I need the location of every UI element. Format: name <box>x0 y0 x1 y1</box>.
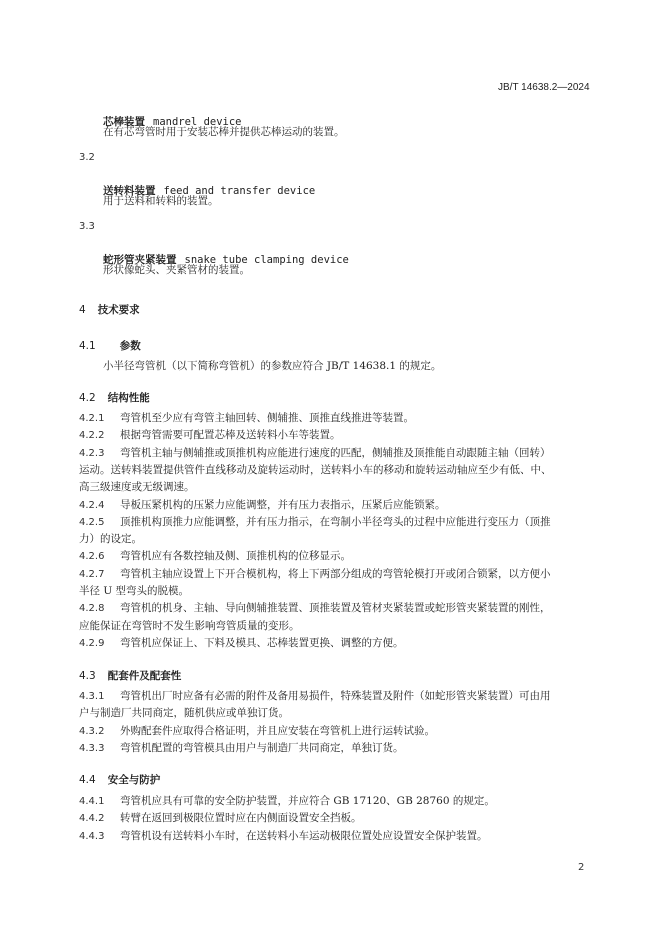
clause-text: 弯管机配置的弯管模具由用户与制造厂共同商定，单独订货。 <box>120 741 404 754</box>
clause-continuation-line <box>79 531 142 548</box>
term-zh: 芯棒装置 <box>103 116 145 128</box>
clause-text: 半径 U 型弯头的脱模。 <box>79 585 190 597</box>
term-definition: 用于送料和转料的装置。 <box>103 195 219 207</box>
clause-text: 力）的设定。 <box>79 533 142 546</box>
clause-number: 4.2.2 <box>79 430 105 442</box>
clause-text: 弯管机应有各数控轴及侧、顶推机构的位移显示。 <box>120 550 351 563</box>
clause-line <box>79 828 488 845</box>
clause-number: 4.2.5 <box>79 516 105 528</box>
section-4-heading <box>79 298 140 317</box>
term-number: 3.2 <box>79 152 95 163</box>
clause-continuation-line <box>79 479 195 496</box>
term-number: 3.3 <box>79 221 95 232</box>
clause-text: 应能保证在弯管时不发生影响弯管质量的变形。 <box>79 619 300 632</box>
section-title: 结构性能 <box>107 392 150 404</box>
clause-line <box>79 427 341 444</box>
clause-text: 顶推机构顶推力应能调整，并有压力指示，在弯制小半径弯头的过程中应能进行变压力（顶推 <box>120 515 551 528</box>
clause-line <box>79 723 435 740</box>
section-number: 4 <box>79 304 86 316</box>
section-title: 配套件及配套性 <box>107 670 182 682</box>
section-number: 4.2 <box>79 392 96 404</box>
clause-line <box>79 635 404 652</box>
clause-line <box>79 810 362 827</box>
clause-line <box>79 566 551 583</box>
term-definition: 在有芯弯管时用于安装芯棒并提供芯棒运动的装置。 <box>103 126 345 138</box>
clause-number: 4.2.7 <box>79 568 105 580</box>
clause-text: 弯管机主轴应设置上下开合模机构，将上下两部分组成的弯管轮模打开或闭合锁紧，以方便小 <box>120 567 551 580</box>
clause-continuation-line <box>79 705 289 722</box>
term-zh: 送转料装置 <box>103 185 156 197</box>
clause-number: 4.4.1 <box>79 796 105 807</box>
clause-number: 4.2.9 <box>79 637 105 649</box>
term-en: feed and transfer device <box>163 185 316 197</box>
clause-text: 弯管机应具有可靠的安全防护装置，并应符合 GB 17120、GB 28760 的规定。 <box>120 795 495 807</box>
clause-text: 弯管机主轴与侧辅推或顶推机构应能进行速度的匹配，侧辅推及顶推能自动跟随主轴（回转） <box>120 446 551 459</box>
section-title: 安全与防护 <box>107 774 161 786</box>
section-number: 4.1 <box>79 340 96 352</box>
clause-line <box>79 740 404 757</box>
term-zh: 蛇形管夹紧装置 <box>103 254 177 266</box>
clause-number: 4.3.3 <box>79 742 105 754</box>
clause-line <box>79 688 551 705</box>
page-number: 2 <box>578 862 585 873</box>
clause-number: 4.3.2 <box>79 725 105 737</box>
section-4-1-heading <box>79 334 141 353</box>
clause-number: 4.2.4 <box>79 499 105 511</box>
clause-line <box>79 793 495 810</box>
section-title: 技术要求 <box>97 304 140 316</box>
section-4-3-heading <box>79 664 181 683</box>
clause-text: 弯管机出厂时应备有必需的附件及备用易损件，特殊装置及附件（如蛇形管夹紧装置）可由用 <box>120 690 551 702</box>
clause-text: 高三级速度或无级调速。 <box>79 481 195 494</box>
clause-number: 4.2.1 <box>79 413 105 424</box>
clause-text: 根据弯管需要可配置芯棒及送转料小车等装置。 <box>120 429 341 442</box>
clause-text: 弯管机至少应有弯管主轴回转、侧辅推、顶推直线推进等装置。 <box>120 412 414 424</box>
clause-continuation-line <box>79 618 300 635</box>
clause-line <box>79 445 551 462</box>
clause-number: 4.2.3 <box>79 447 105 459</box>
clause-text: 转臂在返回到极限位置时应在内侧面设置安全挡板。 <box>120 812 362 825</box>
clause-number: 4.3.1 <box>79 691 105 702</box>
section-4-1-text: 小半径弯管机（以下简称弯管机）的参数应符合 JB/T 14638.1 的规定。 <box>103 360 442 372</box>
section-number: 4.4 <box>79 774 96 786</box>
clause-line <box>79 514 551 531</box>
clause-text: 运动。送转料装置提供管件直线移动及旋转运动时，送转料小车的移动和旋转运动轴应至少有低、中、 <box>79 463 552 476</box>
clause-line <box>79 497 446 514</box>
term-en: snake tube clamping device <box>184 254 349 266</box>
clause-text: 户与制造厂共同商定，随机供应或单独订货。 <box>79 707 289 720</box>
clause-continuation-line <box>79 462 552 479</box>
clause-continuation-line <box>79 583 189 600</box>
section-4-4-heading <box>79 768 160 787</box>
clause-line <box>79 548 351 565</box>
clause-number: 4.4.2 <box>79 813 105 825</box>
clause-line <box>79 410 414 427</box>
standard-number: JB/T 14638.2—2024 <box>498 82 590 93</box>
clause-text: 弯管机设有送转料小车时，在送转料小车运动极限位置处应设置安全保护装置。 <box>120 829 488 842</box>
clause-number: 4.2.8 <box>79 603 105 615</box>
clause-number: 4.2.6 <box>79 551 105 563</box>
clause-text: 导板压紧机构的压紧力应能调整，并有压力表指示，压紧后应能锁紧。 <box>120 498 446 511</box>
term-en: mandrel device <box>153 116 242 128</box>
section-4-2-heading <box>79 386 150 405</box>
section-title: 参数 <box>119 340 141 352</box>
clause-line <box>79 600 551 617</box>
clause-text: 弯管机的机身、主轴、导向侧辅推装置、顶推装置及管材夹紧装置或蛇形管夹紧装置的刚性， <box>120 602 551 615</box>
clause-text: 外购配套件应取得合格证明，并且应安装在弯管机上进行运转试验。 <box>120 724 435 737</box>
section-number: 4.3 <box>79 670 96 682</box>
term-definition: 形状像蛇头、夹紧管材的装置。 <box>103 264 250 276</box>
clause-text: 弯管机应保证上、下料及模具、芯棒装置更换、调整的方便。 <box>120 636 404 649</box>
clause-number: 4.4.3 <box>79 830 105 842</box>
